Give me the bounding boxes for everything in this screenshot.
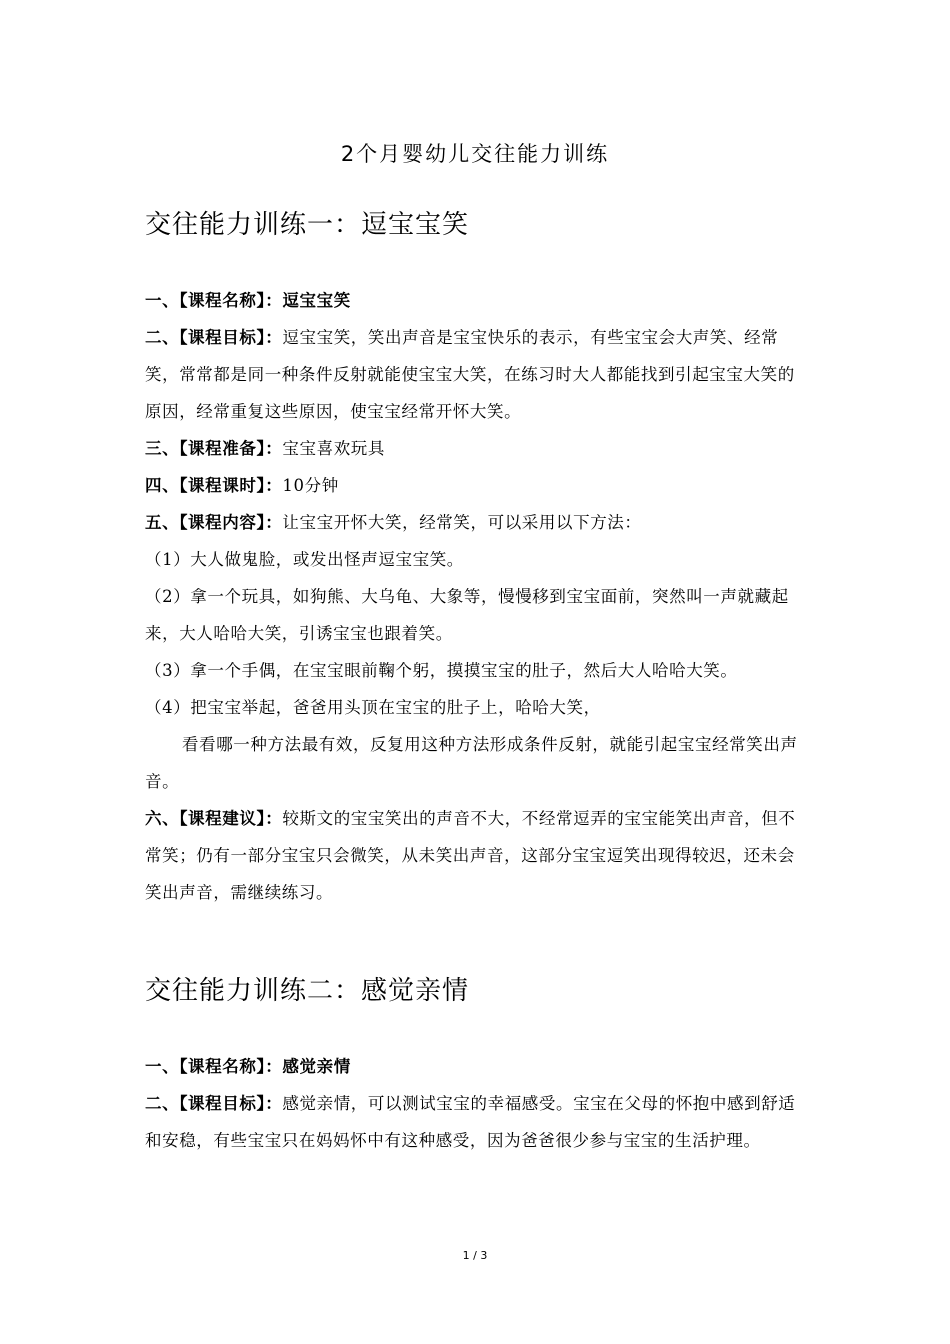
course-goal-text: 逗宝宝笑，笑出声音是宝宝快乐的表示，有些宝宝会大声笑、经常笑，常常都是同一种条件反射就能使宝宝大笑，在练习时大人都能找到引起宝宝大笑的原因，经常重复这些原因，使宝宝经常开怀大笑。: [145, 328, 795, 421]
course-name-label: 一、【课程名称】：: [145, 1057, 283, 1076]
content-item: （4）把宝宝举起，爸爸用头顶在宝宝的肚子上，哈哈大笑，: [145, 698, 601, 717]
course-goal-line: [145, 319, 807, 430]
course-time-line: [145, 467, 807, 504]
course-prep-line: [145, 430, 807, 467]
course-name-label: 一、【课程名称】：: [145, 291, 283, 310]
course-content-label: 五、【课程内容】：: [145, 513, 283, 532]
course-goal-line: [145, 1085, 807, 1159]
section-heading-2: 交往能力训练二：感觉亲情: [145, 976, 470, 1006]
content-summary: 看看哪一种方法最有效，反复用这种方法形成条件反射，就能引起宝宝经常笑出声音。: [145, 735, 798, 791]
page-number: 1 / 3: [462, 1249, 488, 1262]
content-item: （1）大人做鬼脸，或发出怪声逗宝宝笑。: [145, 550, 464, 569]
course-goal-label: 二、【课程目标】：: [145, 1094, 283, 1113]
course-time-text: 10分钟: [282, 476, 339, 495]
section-1-body: [145, 282, 807, 911]
course-prep-label: 三、【课程准备】：: [145, 439, 283, 458]
course-content-line: [145, 504, 807, 541]
course-name-value: 感觉亲情: [282, 1057, 351, 1076]
section-2-body: [145, 1048, 807, 1159]
course-advice-label: 六、【课程建议】：: [145, 809, 283, 828]
section-heading-1: 交往能力训练一：逗宝宝笑: [145, 210, 470, 240]
course-goal-label: 二、【课程目标】：: [145, 328, 283, 347]
content-item: （3）拿一个手偶，在宝宝眼前鞠个躬，摸摸宝宝的肚子，然后大人哈哈大笑。: [145, 661, 738, 680]
course-goal-text: 感觉亲情，可以测试宝宝的幸福感受。宝宝在父母的怀抱中感到舒适和安稳，有些宝宝只在妈妈怀中有这种感受，因为爸爸很少参与宝宝的生活护理。: [145, 1094, 796, 1150]
course-prep-text: 宝宝喜欢玩具: [282, 439, 386, 458]
course-content-text: 让宝宝开怀大笑，经常笑，可以采用以下方法：: [282, 513, 642, 532]
course-name-line: [145, 1048, 807, 1085]
course-time-label: 四、【课程课时】：: [145, 476, 283, 495]
course-advice-text: 较斯文的宝宝笑出的声音不大，不经常逗弄的宝宝能笑出声音，但不常笑；仍有一部分宝宝只会微笑，从未笑出声音，这部分宝宝逗笑出现得较迟，还未会笑出声音，需继续练习。: [145, 809, 796, 902]
content-item: （2）拿一个玩具，如狗熊、大乌龟、大象等，慢慢移到宝宝面前，突然叫一声就藏起来，大人哈哈大笑，引诱宝宝也跟着笑。: [145, 587, 789, 643]
course-advice-line: [145, 800, 807, 911]
document-title: 2个月婴幼儿交往能力训练: [340, 142, 610, 166]
course-name-value: 逗宝宝笑: [282, 291, 351, 310]
course-name-line: [145, 282, 807, 319]
